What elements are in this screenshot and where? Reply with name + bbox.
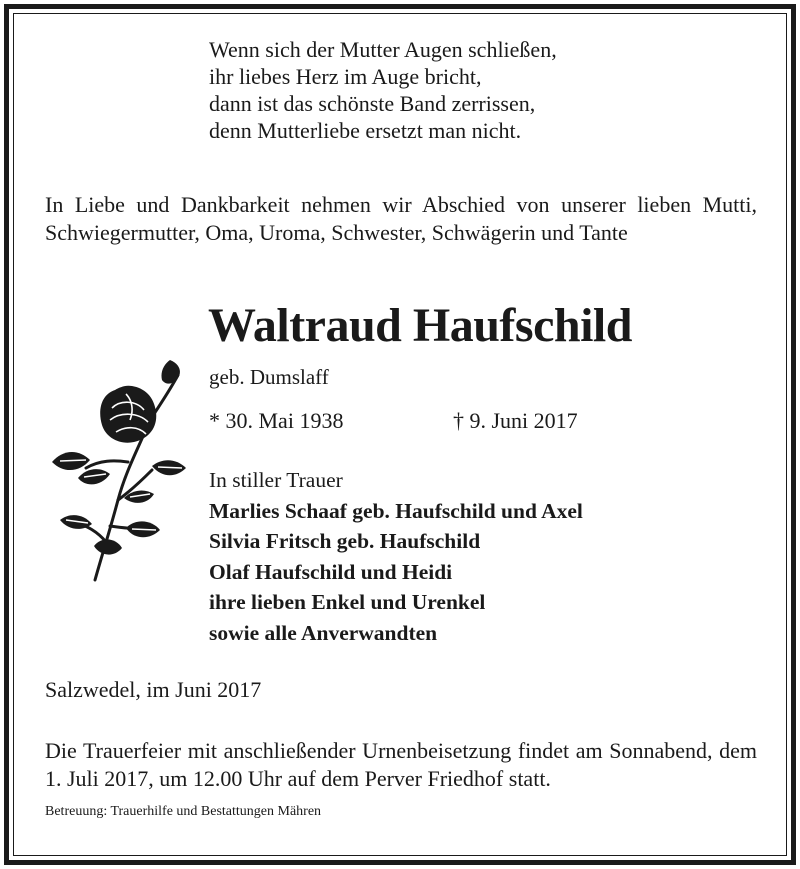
funeral-home-credit: Betreuung: Trauerhilfe und Bestattungen Mähren xyxy=(45,804,322,819)
mourner-line: ihre lieben Enkel und Urenkel xyxy=(209,590,486,614)
mourner-line: Olaf Haufschild und Heidi xyxy=(209,559,453,584)
place-date: Salzwedel, im Juni 2017 xyxy=(45,677,262,702)
deceased-name: Waltraud Haufschild xyxy=(208,299,632,352)
poem xyxy=(209,36,557,144)
death-date: † 9. Juni 2017 xyxy=(453,408,578,433)
mourner-line: sowie alle Anverwandten xyxy=(209,620,438,645)
intro-text: In Liebe und Dankbarkeit nehmen wir Abschied von unserer lieben Mutti, Schwiegermutter, Oma, Uroma, Schwester, Schwägerin und Tante xyxy=(45,192,757,245)
rose-icon xyxy=(40,350,200,590)
poem-line: ihr liebes Herz im Auge bricht, xyxy=(209,64,482,89)
poem-line: dann ist das schönste Band zerrissen, xyxy=(209,91,536,116)
mourners xyxy=(209,465,583,648)
birth-date: * 30. Mai 1938 xyxy=(209,408,344,433)
ceremony-notice: Die Trauerfeier mit anschließender Urnenbeisetzung findet am Sonnabend, dem 1. Juli 2017, um 12.00 Uhr auf dem Perver Friedhof statt. xyxy=(45,738,757,791)
poem-line: Wenn sich der Mutter Augen schließen, xyxy=(209,37,557,62)
born-name: geb. Dumslaff xyxy=(209,365,329,389)
poem-line: denn Mutterliebe ersetzt man nicht. xyxy=(209,118,522,143)
mourner-line: Marlies Schaaf geb. Haufschild und Axel xyxy=(209,498,583,523)
mourner-line: Silvia Fritsch geb. Haufschild xyxy=(209,529,481,553)
mourners-lead: In stiller Trauer xyxy=(209,468,343,492)
